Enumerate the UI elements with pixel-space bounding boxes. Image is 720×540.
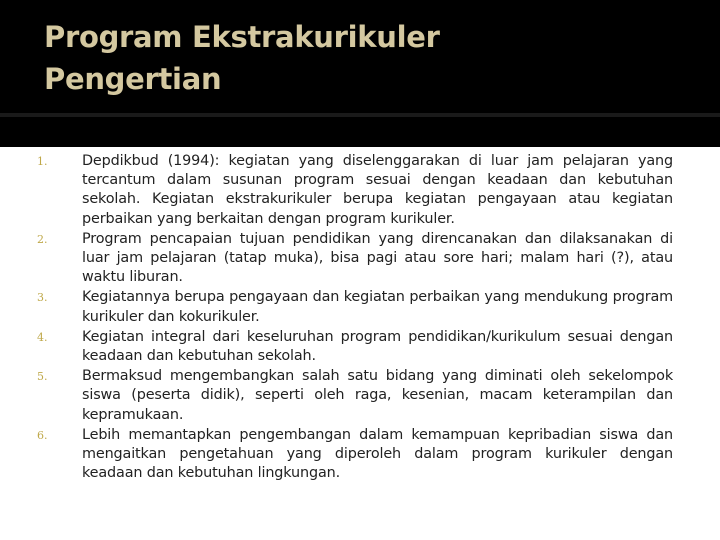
list-number: 4. [37,330,48,344]
list-text: Bermaksud mengembangkan salah satu bidang yang diminati oleh sekelompok siswa (peserta didik), seperti oleh raga, kesenian, macam keterampilan dan kepramukaan. [82,368,673,423]
list-item [0,367,720,425]
list-text: Kegiatannya berupa pengayaan dan kegiatan perbaikan yang mendukung program kurikuler dan kokurikuler. [82,289,673,325]
list-number: 3. [37,291,48,305]
slide-content [0,147,720,540]
list-number: 6. [37,428,48,442]
list-item [0,152,720,229]
list-text: Program pencapaian tujuan pendidikan yang direncanakan dan dilaksanakan di luar jam pelajaran (tatap muka), bisa pagi atau sore hari; malam hari (?), atau waktu liburan. [82,230,673,286]
numbered-list [0,152,720,484]
list-text: Lebih memantapkan pengembangan dalam kemampuan kepribadian siswa dan mengaitkan pengetahuan yang diperoleh dalam program kurikuler dengan keadaan dan kebutuhan lingkungan. [82,426,673,482]
slide-title-line-2: Pengertian [44,62,222,96]
slide-title-line-1: Program Ekstrakurikuler [44,20,440,54]
list-number: 5. [37,370,48,384]
list-item [0,328,720,366]
list-item [0,288,720,326]
slide-title [44,16,684,100]
list-item [0,426,720,484]
title-band [0,0,720,117]
list-text: Kegiatan integral dari keseluruhan program pendidikan/kurikulum sesuai dengan keadaan dan kebutuhan sekolah. [82,328,673,365]
list-item [0,230,720,288]
list-number: 2. [37,232,48,246]
list-text: Depdikbud (1994): kegiatan yang diselenggarakan di luar jam pelajaran yang tercantum dalam susunan program sesuai dengan keadaan dan kebutuhan sekolah. Kegiatan ekstrakurikuler berupa kegiatan pengayaan atau kegiatan perbaikan yang berkaitan dengan program kurikuler. [82,153,673,227]
list-number: 1. [37,155,48,168]
